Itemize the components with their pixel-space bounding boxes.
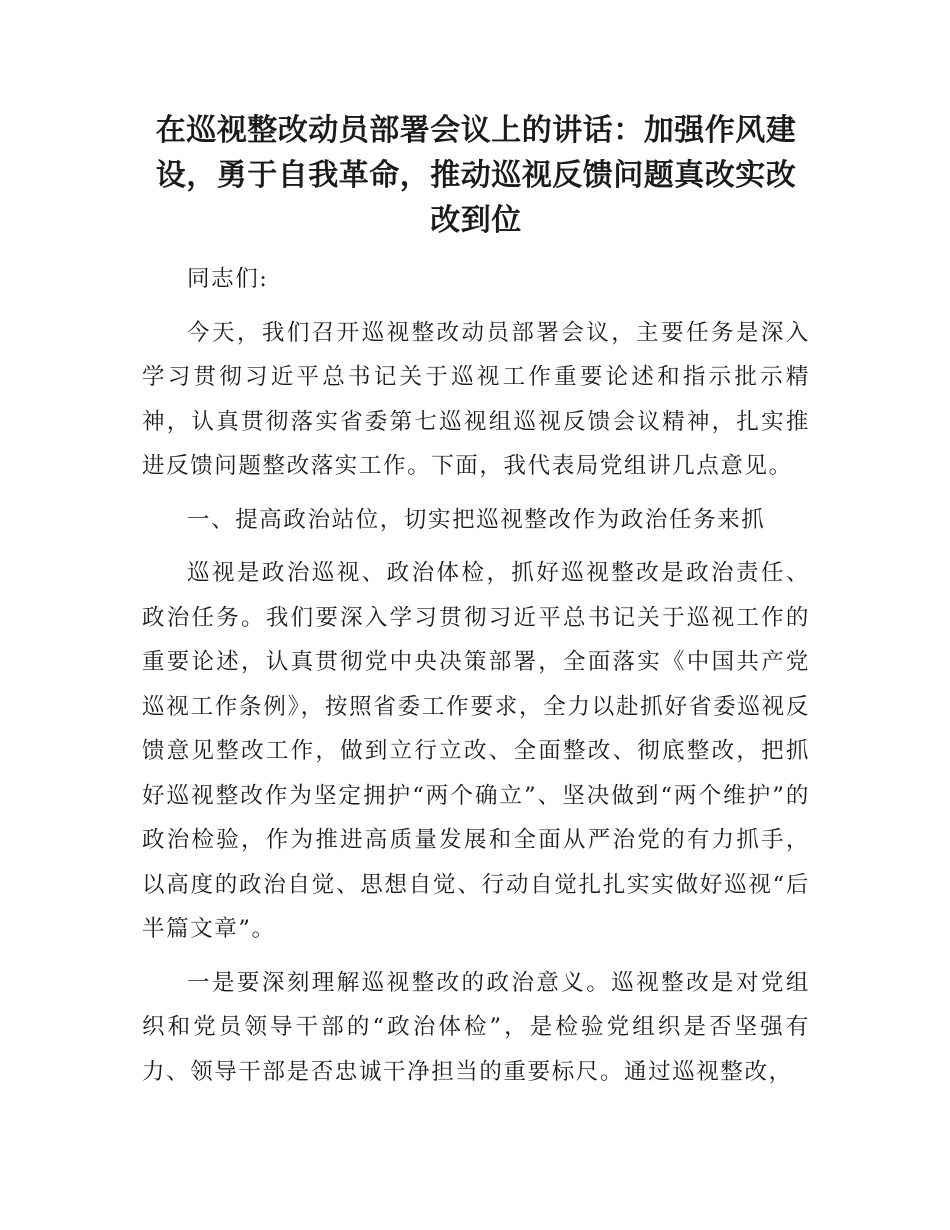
paragraph-point-1: 一是要深刻理解巡视整改的政治意义。巡视整改是对党组织和党员领导干部的“政治体检”，是检验党组织是否坚强有力、领导干部是否忠诚干净担当的重要标尺。通过巡视整改， bbox=[142, 969, 810, 1085]
document-body bbox=[142, 108, 810, 1103]
paragraph-intro: 今天，我们召开巡视整改动员部署会议，主要任务是深入学习贯彻习近平总书记关于巡视工作重要论述和指示批示精神，认真贯彻落实省委第七巡视组巡视反馈会议精神，扎实推进反馈问题整改落实工作。下面，我代表局党组讲几点意见。 bbox=[142, 319, 810, 479]
salutation: 同志们: bbox=[187, 266, 269, 292]
paragraph-section-1: 巡视是政治巡视、政治体检，抓好巡视整改是政治责任、政治任务。我们要深入学习贯彻习近平总书记关于巡视工作的重要论述，认真贯彻党中央决策部署，全面落实《中国共产党巡视工作条例》，按照省委工作要求，全力以赴抓好省委巡视反馈意见整改工作，做到立行立改、全面整改、彻底整改，把抓好巡视整改作为坚定拥护“两个确立”、坚决做到“两个维护”的政治检验，作为推进高质量发展和全面从严治党的有力抓手，以高度的政治自觉、思想自觉、行动自觉扎扎实实做好巡视“后半篇文章”。 bbox=[142, 560, 810, 942]
section-heading-1: 一、提高政治站位，切实把巡视整改作为政治任务来抓 bbox=[187, 506, 766, 533]
document-title: 在巡视整改动员部署会议上的讲话：加强作风建设，勇于自我革命，推动巡视反馈问题真改实改改到位 bbox=[155, 113, 797, 238]
